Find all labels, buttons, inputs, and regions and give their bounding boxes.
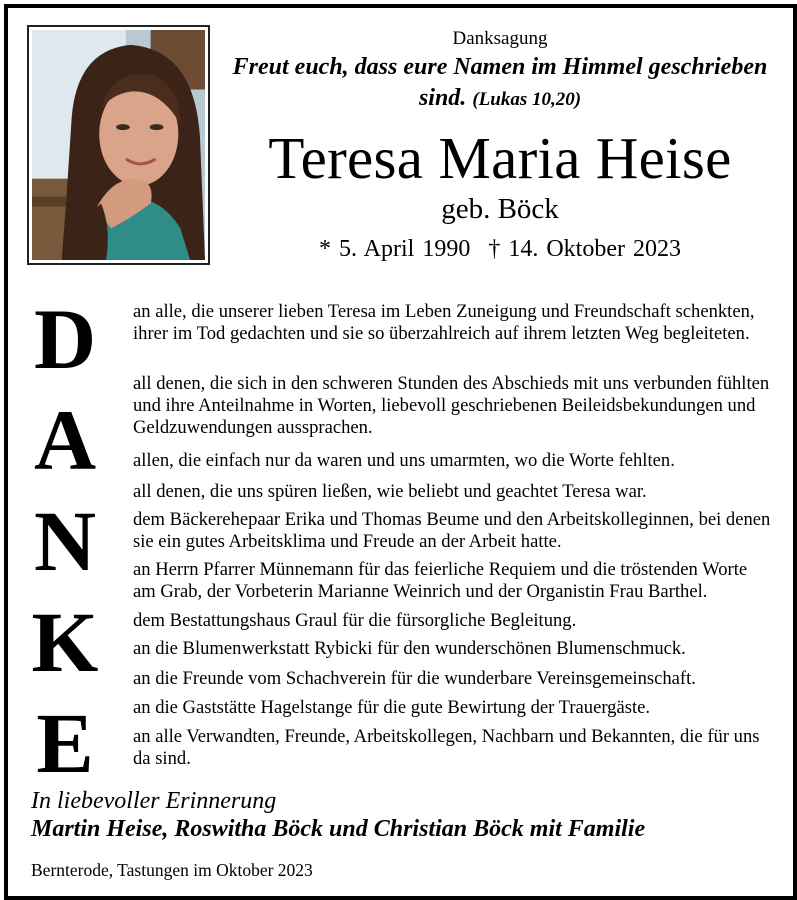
danke-letter-n: N bbox=[33, 493, 97, 589]
verse-reference: (Lukas 10,20) bbox=[472, 89, 582, 110]
thanks-paragraph: dem Bäckerehepaar Erika und Thomas Beume und den Arbeitskolleginnen, bei denen sie ein gutes Arbeitsklima und Freude an der Arbeit hatte. bbox=[133, 509, 771, 552]
thanks-paragraph: an die Freunde vom Schachverein für die wunderbare Vereinsgemeinschaft. bbox=[133, 668, 696, 689]
thanks-paragraph: an alle, die unserer lieben Teresa im Leben Zuneigung und Freundschaft schenkten, ihrer im Tod gedachten und sie so überzahlreich auf ihrem letzten Weg begleiteten. bbox=[133, 301, 755, 344]
place-and-date: Bernterode, Tastungen im Oktober 2023 bbox=[31, 860, 313, 880]
danke-letter-k: K bbox=[31, 594, 99, 690]
thanks-paragraph: allen, die einfach nur da waren und uns umarmten, wo die Worte fehlten. bbox=[133, 450, 675, 471]
danke-letter-e: E bbox=[36, 695, 94, 791]
thanks-paragraph: dem Bestattungshaus Graul für die fürsorgliche Begleitung. bbox=[133, 610, 577, 631]
danke-letter-a: A bbox=[33, 392, 97, 488]
verse-text: Freut euch, dass eure Namen im Himmel geschrieben sind. bbox=[232, 54, 768, 111]
death-date: † 14. Oktober 2023 bbox=[488, 236, 681, 262]
thanks-paragraph: all denen, die sich in den schweren Stunden des Abschieds mit uns verbunden fühlten und ihre Anteilnahme in Worten, liebevoll geschriebenen Beileidsbekundungen und Geldzuwendungen aussprachen. bbox=[133, 373, 770, 438]
thanks-paragraph: an die Gaststätte Hagelstange für die gute Bewirtung der Trauergäste. bbox=[133, 697, 651, 718]
life-dates bbox=[215, 236, 785, 263]
mourners-names: Martin Heise, Roswitha Böck und Christian Böck mit Familie bbox=[31, 816, 646, 842]
deceased-name: Teresa Maria Heise bbox=[268, 125, 732, 191]
portrait-photo bbox=[27, 25, 210, 265]
thanks-paragraph: an Herrn Pfarrer Münnemann für das feierliche Requiem und die tröstenden Worte am Grab, der Vorbeterin Marianne Weinrich und der Organistin Frau Barthel. bbox=[133, 559, 748, 602]
danke-letter-d: D bbox=[33, 291, 97, 387]
notice-label: Danksagung bbox=[452, 28, 548, 49]
thanks-paragraph: all denen, die uns spüren ließen, wie beliebt und geachtet Teresa war. bbox=[133, 481, 647, 502]
closing-remembrance: In liebevoller Erinnerung bbox=[31, 788, 277, 814]
thanks-paragraph: an alle Verwandten, Freunde, Arbeitskollegen, Nachbarn und Bekannten, die für uns da sind. bbox=[133, 726, 760, 769]
bible-verse bbox=[215, 52, 785, 115]
thanks-paragraph: an die Blumenwerkstatt Rybicki für den wunderschönen Blumenschmuck. bbox=[133, 638, 686, 659]
portrait-image bbox=[32, 30, 205, 260]
birth-name: geb. Böck bbox=[441, 193, 559, 225]
birth-date: * 5. April 1990 bbox=[319, 236, 471, 262]
